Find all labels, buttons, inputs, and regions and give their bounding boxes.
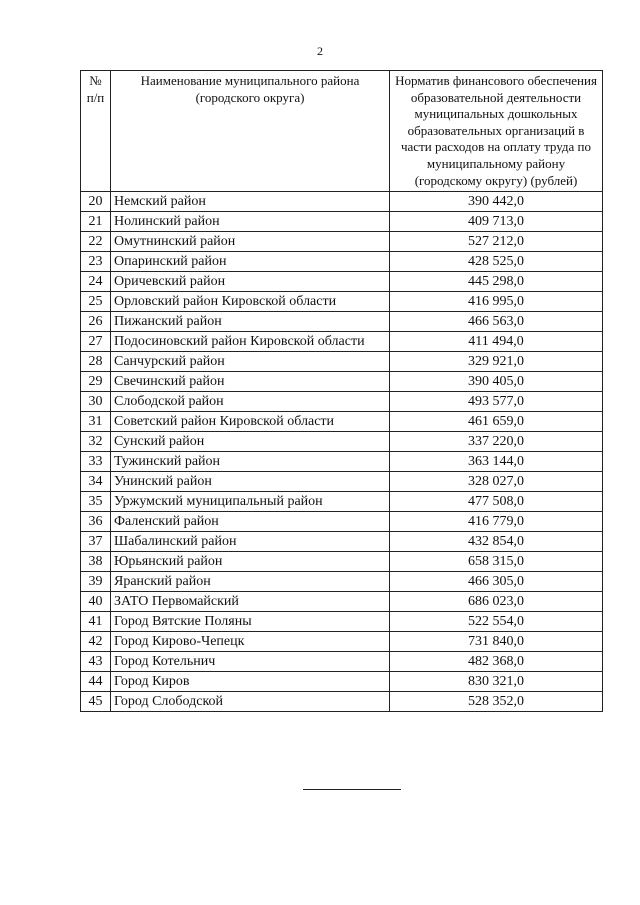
normative-value: 445 298,0 [390,272,603,292]
row-number: 35 [81,492,111,512]
district-name: Город Кирово-Чепецк [111,632,390,652]
district-name: Свечинский район [111,372,390,392]
footer-divider [303,789,401,790]
normative-value: 731 840,0 [390,632,603,652]
table-row [81,332,603,352]
table-row [81,532,603,552]
header-row [81,71,603,192]
normative-value: 466 305,0 [390,572,603,592]
row-number: 37 [81,532,111,552]
row-number: 25 [81,292,111,312]
table-row [81,552,603,572]
district-name: Орловский район Кировской области [111,292,390,312]
table-row [81,452,603,472]
district-name: Фаленский район [111,512,390,532]
row-number: 28 [81,352,111,372]
row-number: 45 [81,692,111,712]
page-number: 2 [317,44,323,58]
table-row [81,612,603,632]
district-name: ЗАТО Первомайский [111,592,390,612]
table-body [81,192,603,712]
normative-value: 411 494,0 [390,332,603,352]
normative-value: 409 713,0 [390,212,603,232]
row-number: 23 [81,252,111,272]
district-name: Санчурский район [111,352,390,372]
district-name: Опаринский район [111,252,390,272]
table-row [81,492,603,512]
table-row [81,232,603,252]
district-name: Слободской район [111,392,390,412]
table-row [81,412,603,432]
row-number: 24 [81,272,111,292]
header-number: № п/п [81,71,111,192]
table-row [81,432,603,452]
normative-value: 461 659,0 [390,412,603,432]
normative-value: 528 352,0 [390,692,603,712]
table-row [81,292,603,312]
table-row [81,592,603,612]
district-name: Тужинский район [111,452,390,472]
table-row [81,572,603,592]
district-name: Омутнинский район [111,232,390,252]
row-number: 43 [81,652,111,672]
district-name: Унинский район [111,472,390,492]
row-number: 39 [81,572,111,592]
row-number: 30 [81,392,111,412]
normative-value: 482 368,0 [390,652,603,672]
table-row [81,312,603,332]
normative-value: 416 995,0 [390,292,603,312]
district-name: Город Котельнич [111,652,390,672]
table-row [81,372,603,392]
row-number: 36 [81,512,111,532]
district-name: Город Вятские Поляны [111,612,390,632]
normative-value: 527 212,0 [390,232,603,252]
district-name: Яранский район [111,572,390,592]
normative-value: 337 220,0 [390,432,603,452]
district-name: Советский район Кировской области [111,412,390,432]
row-number: 20 [81,192,111,212]
district-name: Немский район [111,192,390,212]
normative-value: 658 315,0 [390,552,603,572]
table-row [81,252,603,272]
row-number: 41 [81,612,111,632]
row-number: 31 [81,412,111,432]
header-district-name: Наименование муниципального района (городского округа) [111,71,390,192]
normative-value: 477 508,0 [390,492,603,512]
district-name: Сунский район [111,432,390,452]
table-row [81,272,603,292]
row-number: 21 [81,212,111,232]
row-number: 40 [81,592,111,612]
table-row [81,512,603,532]
normative-value: 432 854,0 [390,532,603,552]
row-number: 38 [81,552,111,572]
table-row [81,392,603,412]
header-normative-value: Норматив финансового обеспечения образовательной деятельности муниципальных дошкольных образовательных организаций в части расходов на оплату труда по муниципальному району (городскому округу) (рублей) [390,71,603,192]
row-number: 22 [81,232,111,252]
district-name: Нолинский район [111,212,390,232]
table-row [81,472,603,492]
district-name: Оричевский район [111,272,390,292]
normative-value: 686 023,0 [390,592,603,612]
normative-value: 328 027,0 [390,472,603,492]
table-row [81,672,603,692]
table-row [81,692,603,712]
normative-value: 363 144,0 [390,452,603,472]
district-name: Пижанский район [111,312,390,332]
district-name: Уржумский муниципальный район [111,492,390,512]
normative-value: 830 321,0 [390,672,603,692]
normative-value: 390 405,0 [390,372,603,392]
normative-value: 466 563,0 [390,312,603,332]
district-name: Юрьянский район [111,552,390,572]
row-number: 32 [81,432,111,452]
table-row [81,212,603,232]
normative-value: 390 442,0 [390,192,603,212]
row-number: 42 [81,632,111,652]
normative-value: 428 525,0 [390,252,603,272]
table-row [81,192,603,212]
table-row [81,652,603,672]
row-number: 34 [81,472,111,492]
district-name: Шабалинский район [111,532,390,552]
row-number: 26 [81,312,111,332]
normative-value: 416 779,0 [390,512,603,532]
district-name: Город Киров [111,672,390,692]
normative-value: 493 577,0 [390,392,603,412]
table-row [81,352,603,372]
district-name: Город Слободской [111,692,390,712]
row-number: 33 [81,452,111,472]
row-number: 29 [81,372,111,392]
normative-value: 329 921,0 [390,352,603,372]
row-number: 44 [81,672,111,692]
normative-table [80,70,603,712]
table-row [81,632,603,652]
normative-value: 522 554,0 [390,612,603,632]
row-number: 27 [81,332,111,352]
district-name: Подосиновский район Кировской области [111,332,390,352]
